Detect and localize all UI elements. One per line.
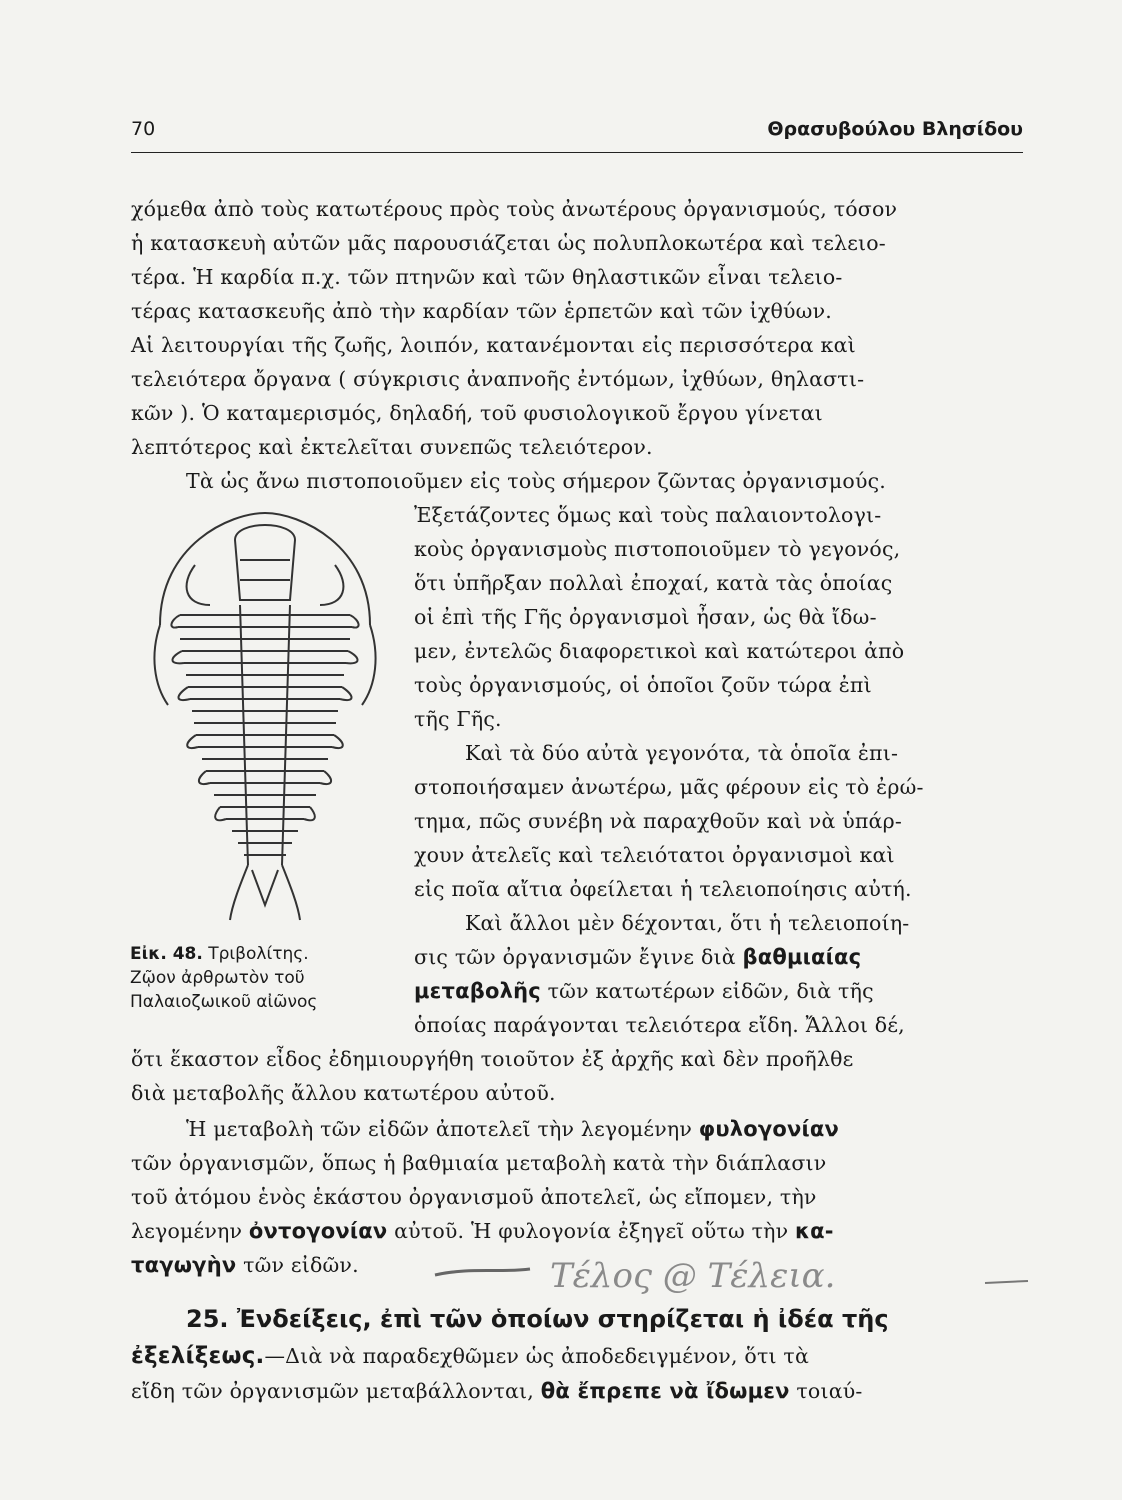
text-line: χουν ἀτελεῖς καὶ τελειότατοι ὀργανισμοὶ καὶ [414,843,895,867]
pleural-spines-right [304,615,359,820]
tail-spine-right [282,865,300,920]
text-line: ὅτι ἕκαστον εἶδος ἐδημιουργήθη τοιοῦτον ἐξ ἀρχῆς καὶ δὲν προῆλθε [131,1047,854,1071]
text-line: εἴδη τῶν ὀργανισμῶν μεταβάλλονται, θὰ ἔπρεπε νὰ ἴδωμεν τοιαύ- [131,1379,863,1403]
handwritten-text: Τέλος @ Τέλεια. [550,1256,836,1296]
page-number: 70 [131,118,156,140]
text-line: ὅτι ὑπῆρξαν πολλαὶ ἐποχαί, κατὰ τὰς ὁποίας [414,571,893,595]
caption-line: Παλαιοζωικοῦ αἰῶνος [130,992,318,1012]
genal-spine-left [154,625,168,705]
glabella [235,525,295,600]
genal-spine-right [362,625,376,705]
caption-line: Ζῷον ἀρθρωτὸν τοῦ [130,968,305,988]
thorax-segments [178,615,352,855]
text-line: στοποιήσαμεν ἀνωτέρω, μᾶς φέρουν εἰς τὸ ἐρώ- [414,775,924,799]
text-line: λεγομένην ὀντογονίαν αὐτοῦ. Ἡ φυλογονία ἐξηγεῖ οὕτω τὴν κα- [131,1219,834,1243]
glabella-furrows [240,560,290,580]
text-line: διὰ μεταβολῆς ἄλλου κατωτέρου αὐτοῦ. [131,1081,556,1105]
text-line: εἰς ποῖα αἴτια ὀφείλεται ἡ τελειοποίησις αὐτή. [414,877,912,901]
text-line: σις τῶν ὀργανισμῶν ἔγινε διὰ βαθμιαίας [414,945,862,969]
text-line: Ἐξετάζοντες ὅμως καὶ τοὺς παλαιοντολογι- [414,503,882,527]
figure-caption [130,942,392,1014]
handwritten-stroke [985,1281,1028,1283]
pleural-spines-left [171,615,226,820]
text-line: ἡ κατασκευὴ αὐτῶν μᾶς παρουσιάζεται ὡς πολυπλοκωτέρα καὶ τελειο- [131,231,886,255]
text-line: τῆς Γῆς. [414,707,502,731]
text-line: τέρας κατασκευῆς ἀπὸ τὴν καρδίαν τῶν ἑρπετῶν καὶ τῶν ἰχθύων. [131,299,832,323]
text-line: τοὺς ὀργανισμούς, οἱ ὁποῖοι ζοῦν τώρα ἐπὶ [414,673,872,697]
text-line: τῶν ὀργανισμῶν, ὅπως ἡ βαθμιαία μεταβολὴ κατὰ τὴν διάπλασιν [131,1151,827,1175]
handwritten-stroke [435,1269,530,1275]
section-title: 25. Ἐνδείξεις, ἐπὶ τῶν ὁποίων στηρίζεται ἡ ἰδέα τῆς [186,1305,889,1333]
text-line: κοὺς ὀργανισμοὺς πιστοποιοῦμεν τὸ γεγονός, [414,537,901,561]
eye-left [187,565,210,605]
tail-spine-left [230,865,248,920]
text-line: ταγωγὴν τῶν εἰδῶν. [131,1253,359,1277]
text-line: λεπτότερος καὶ ἐκτελεῖται συνεπῶς τελειότερον. [131,435,653,459]
text-line: Τὰ ὡς ἄνω πιστοποιοῦμεν εἰς τοὺς σήμερον ζῶντας ὀργανισμούς. [186,469,887,493]
trilobite-illustration [140,505,390,925]
text-line: τέρα. Ἡ καρδία π.χ. τῶν πτηνῶν καὶ τῶν θηλαστικῶν εἶναι τελειο- [131,265,843,289]
handwritten-annotation [430,1245,1030,1305]
text-line: μεταβολῆς τῶν κατωτέρων εἰδῶν, διὰ τῆς [414,979,874,1003]
running-title: Θρασυβούλου Βλησίδου [767,118,1023,140]
text-line: μεν, ἐντελῶς διαφορετικοὶ καὶ κατώτεροι ἀπὸ [414,639,905,663]
text-line: ὁποίας παράγονται τελειότερα εἴδη. Ἄλλοι δέ, [414,1013,905,1037]
text-line: Ἡ μεταβολὴ τῶν εἰδῶν ἀποτελεῖ τὴν λεγομένην φυλογονίαν [186,1117,840,1141]
text-line: οἱ ἐπὶ τῆς Γῆς ὀργανισμοὶ ἦσαν, ὡς θὰ ἴδω- [414,605,877,629]
text-line: τοῦ ἀτόμου ἑνὸς ἑκάστου ὀργανισμοῦ ἀποτελεῖ, ὡς εἴπομεν, τὴν [131,1185,817,1209]
eye-right [320,565,343,605]
text-line: Καὶ τὰ δύο αὐτὰ γεγονότα, τὰ ὁποῖα ἐπι- [465,741,899,765]
page-header [131,118,1023,153]
text-line: ἐξελίξεως.—Διὰ νὰ παραδεχθῶμεν ὡς ἀποδεδειγμένον, ὅτι τὰ [131,1343,810,1369]
text-line: χόμεθα ἀπὸ τοὺς κατωτέρους πρὸς τοὺς ἀνωτέρους ὀργανισμούς, τόσον [131,197,898,221]
pygidium [252,870,278,905]
caption-line: Εἰκ. 48. Τριβολίτης. [130,944,309,964]
text-line: τημα, πῶς συνέβη νὰ παραχθοῦν καὶ νὰ ὑπάρ- [414,809,902,833]
text-line: Καὶ ἄλλοι μὲν δέχονται, ὅτι ἡ τελειοποίη- [465,911,910,935]
text-line: Αἱ λειτουργίαι τῆς ζωῆς, λοιπόν, κατανέμονται εἰς περισσότερα καὶ [131,333,856,357]
text-line: κῶν ). Ὁ καταμερισμός, δηλαδή, τοῦ φυσιολογικοῦ ἔργου γίνεται [131,401,823,425]
text-line: τελειότερα ὄργανα ( σύγκρισις ἀναπνοῆς ἐντόμων, ἰχθύων, θηλαστι- [131,367,865,391]
